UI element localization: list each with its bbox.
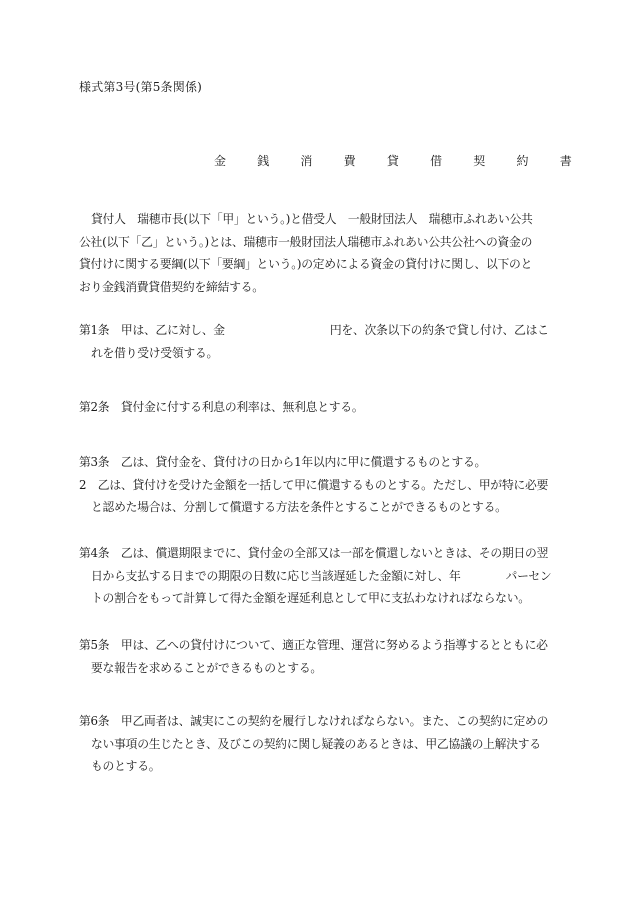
article-6-line: ない事項の生じたとき、及びこの契約に関し疑義のあるときは、甲乙協議の上解決する (91, 736, 541, 751)
article-6 (79, 710, 549, 778)
form-number: 様式第3号(第5条関係) (79, 80, 203, 94)
article-1-line (79, 319, 549, 342)
article-6-line: 第6条 甲乙両者は、誠実にこの契約を履行しなければならない。また、この契約に定めの (79, 714, 549, 728)
article-6-line: ものとする。 (91, 759, 161, 773)
document-title: 金 銭 消 費 貸 借 契 約 書 (214, 154, 586, 168)
article-4-line (79, 565, 552, 588)
article-5 (79, 634, 549, 679)
preamble-line: おり金銭消費貸借契約を締結する。 (79, 279, 264, 294)
article-4-line: トの割合をもって計算して得た金額を遅延利息として甲に支払わなければならない。 (91, 591, 530, 605)
article-1-tail: 円を、次条以下の約条で貸し付け、乙はこ (329, 323, 549, 337)
article-4 (79, 542, 552, 610)
article-4-line: 第4条 乙は、償還期限までに、貸付金の全部又は一部を償還しないときは、その期日の翌 (79, 546, 549, 560)
preamble-line: 貸付人 瑞穂市長(以下「甲」という。)と借受人 一般財団法人 瑞穂市ふれあい公共 (91, 212, 533, 226)
article-1 (79, 319, 549, 364)
preamble-paragraph (79, 208, 549, 298)
article-3-line: 2 乙は、貸付けを受けた金額を一括して甲に償還するものとする。ただし、甲が特に必要 (79, 477, 549, 492)
article-1-lead: 第1条 甲は、乙に対し、金 (79, 323, 225, 337)
article-4-text: 日から支払する日までの期限の日数に応じ当該遅延した金額に対し、年 (91, 568, 461, 583)
article-3 (79, 451, 549, 519)
article-2 (79, 396, 549, 419)
preamble-line: 公社(以下「乙」という。)とは、瑞穂市一般財団法人瑞穂市ふれあい公共公社への資金の (79, 234, 533, 249)
article-4-text: パーセン (505, 568, 552, 583)
article-3-line: 第3条 乙は、貸付金を、貸付けの日から1年以内に甲に償還するものとする。 (79, 455, 487, 469)
article-1-continuation: れを借り受け受領する。 (91, 345, 219, 360)
preamble-line: 貸付けに関する要綱(以下「要綱」という。)の定めによる資金の貸付けに関し、以下のと (79, 257, 533, 271)
article-5-line: 第5条 甲は、乙への貸付けについて、適正な管理、運営に努めるよう指導するとともに必 (79, 638, 548, 652)
article-5-line: 要な報告を求めることができるものとする。 (91, 660, 322, 675)
article-2-text: 第2条 貸付金に付する利息の利率は、無利息とする。 (79, 400, 364, 414)
article-3-line: と認めた場合は、分割して償還する方法を条件とすることができるものとする。 (91, 500, 507, 514)
